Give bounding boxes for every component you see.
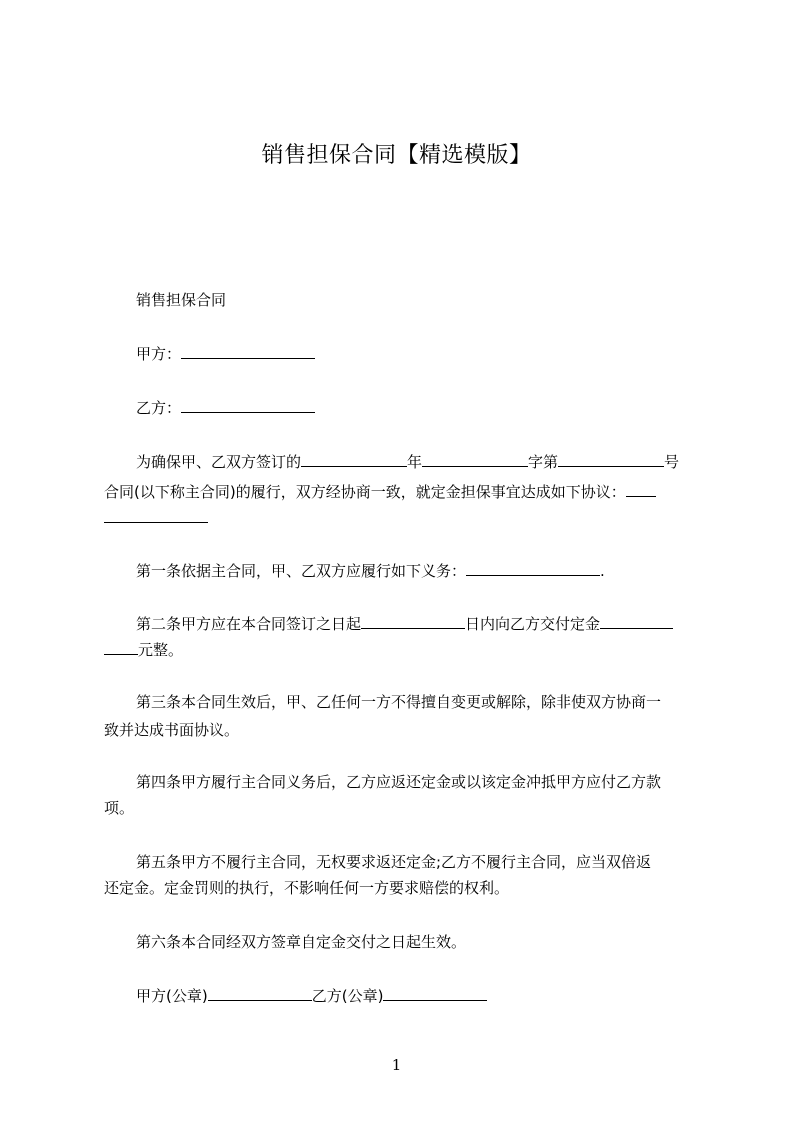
- intro-text-2: 年: [407, 453, 423, 471]
- article-1-end: .: [600, 562, 605, 580]
- article-2-text-b: 日内向乙方交付定金: [465, 615, 601, 633]
- party-a-line: [104, 338, 734, 370]
- heading-text: 销售担保合同: [136, 291, 227, 309]
- article-5-line-2: [104, 872, 702, 904]
- party-b-line: [104, 392, 734, 424]
- article-6: [104, 926, 734, 958]
- article-5-text-1: 第五条甲方不履行主合同，无权要求返还定金;乙方不履行主合同，应当双倍返: [136, 853, 652, 871]
- article-2-text-c: 元整。: [138, 641, 184, 659]
- article-1-text: 第一条依据主合同，甲、乙双方应履行如下义务：: [136, 562, 467, 580]
- party-a-blank[interactable]: [181, 344, 315, 359]
- contract-heading: [104, 284, 734, 316]
- article-2-text-a: 第二条甲方应在本合同签订之日起: [136, 615, 362, 633]
- days-blank[interactable]: [361, 614, 465, 629]
- document-title: 销售担保合同【精选模版】: [261, 143, 532, 168]
- article-6-text: 第六条本合同经双方签章自定金交付之日起生效。: [136, 933, 467, 951]
- intro-blank-b[interactable]: [104, 508, 208, 523]
- party-b-label: 乙方：: [136, 399, 182, 417]
- sign-a-blank[interactable]: [208, 986, 312, 1001]
- article-2-line-2: [104, 634, 702, 666]
- deposit-blank-a[interactable]: [600, 614, 673, 629]
- intro-paragraph-line-3: [104, 502, 702, 534]
- party-b-blank[interactable]: [181, 398, 315, 413]
- article-5-text-2: 还定金。定金罚则的执行，不影响任何一方要求赔偿的权利。: [104, 879, 510, 897]
- article-4-text-1: 第四条甲方履行主合同义务后，乙方应返还定金或以该定金冲抵甲方应付乙方款: [136, 773, 662, 791]
- article-3-text-2: 致并达成书面协议。: [104, 721, 240, 739]
- article-1-blank[interactable]: [466, 561, 600, 576]
- intro-line-2-text: 合同(以下称主合同)的履行，双方经协商一致，就定金担保事宜达成如下协议：: [104, 483, 626, 501]
- intro-paragraph-line-1: [104, 446, 734, 478]
- sign-b-blank[interactable]: [383, 986, 487, 1001]
- page-number: 1: [391, 1056, 402, 1074]
- contract-blank-3[interactable]: [558, 452, 664, 467]
- article-4-text-2: 项。: [104, 799, 135, 817]
- intro-text-1: 为确保甲、乙双方签订的: [136, 453, 302, 471]
- contract-blank-1[interactable]: [301, 452, 407, 467]
- intro-text-3: 字第: [528, 453, 559, 471]
- signature-line: [104, 980, 734, 1012]
- article-4-line-2: [104, 792, 702, 824]
- deposit-blank-b[interactable]: [104, 640, 138, 655]
- sign-a-label: 甲方(公章): [136, 987, 208, 1005]
- intro-blank-a[interactable]: [626, 482, 656, 497]
- contract-blank-2[interactable]: [422, 452, 528, 467]
- party-a-label: 甲方：: [136, 345, 182, 363]
- article-3-line-2: [104, 714, 702, 746]
- intro-text-4: 号: [664, 453, 680, 471]
- article-3-text-1: 第三条本合同生效后，甲、乙任何一方不得擅自变更或解除，除非使双方协商一: [136, 693, 662, 711]
- sign-b-label: 乙方(公章): [311, 987, 384, 1005]
- article-1: [104, 555, 734, 587]
